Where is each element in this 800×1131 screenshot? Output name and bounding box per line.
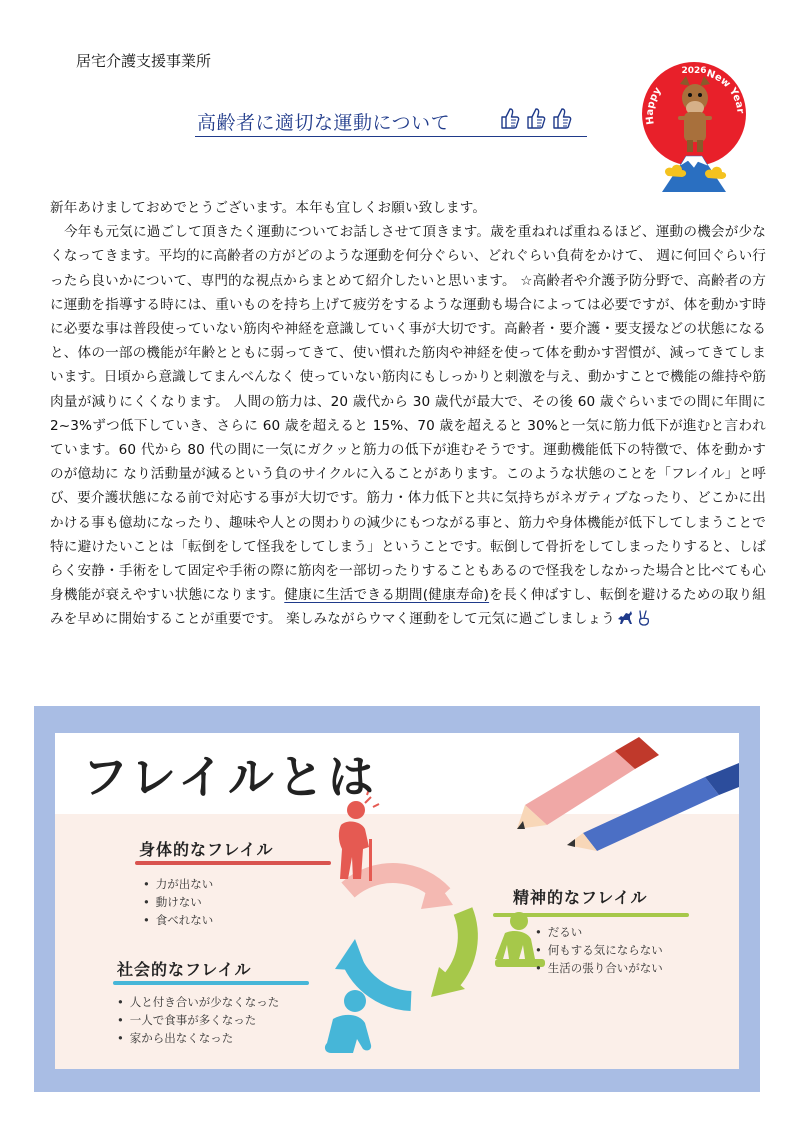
mental-frailty-list xyxy=(535,923,663,977)
thumbs-up-icon xyxy=(550,106,572,130)
thumbs-up-icon xyxy=(524,106,546,130)
social-frailty-heading: 社会的なフレイル xyxy=(117,960,252,979)
new-year-badge xyxy=(640,60,748,195)
badge-year: 2026 xyxy=(681,66,707,76)
list-item: • 力が出ない xyxy=(143,875,213,893)
list-item: • 一人で食事が多くなった xyxy=(117,1011,279,1029)
peace-sign-icon xyxy=(637,610,651,626)
organization-name: 居宅介護支援事業所 xyxy=(76,52,212,70)
list-item: • 動けない xyxy=(143,893,213,911)
healthy-life-expectancy-phrase: 健康に生活できる期間(健康寿命) xyxy=(284,587,490,604)
greeting-paragraph: 新年あけましておめでとうございます。本年も宜しくお願い致します。 xyxy=(50,200,487,216)
frailty-infographic xyxy=(34,706,760,1092)
list-item: • 生活の張り合いがない xyxy=(535,959,663,977)
list-item: • 家から出なくなった xyxy=(117,1029,279,1047)
page-title: 高齢者に適切な運動について xyxy=(197,112,451,134)
list-item: • 食べれない xyxy=(143,911,213,929)
cycle-arrows-icon xyxy=(335,873,468,1001)
frailty-title: フレイルとは xyxy=(82,750,378,804)
physical-frailty-list xyxy=(143,875,213,929)
mental-frailty-heading: 精神的なフレイル xyxy=(513,888,648,907)
list-item: • 人と付き合いが少なくなった xyxy=(117,993,279,1011)
body-text xyxy=(50,196,766,632)
infographic-panel xyxy=(55,733,739,1069)
list-item: • 何もする気にならない xyxy=(535,941,663,959)
horse-icon xyxy=(617,610,634,625)
mount-fuji-icon xyxy=(662,156,726,192)
social-frailty-list xyxy=(117,993,279,1047)
main-paragraph-closing: を長く伸ばすし、転倒を避けるための取り組みを早めに開始することが重要です。 楽しみながらウマく運動をして元気に過ごしましょう xyxy=(50,587,766,628)
list-item: • だるい xyxy=(535,923,663,941)
main-paragraph-text: 今年も元気に過ごして頂きたく運動についてお話しさせて頂きます。歳を重ねれば重ねるほど、運動の機会が少なくなってきます。平均的に高齢者の方がどのような運動を何分ぐらい、どれぐらい負荷をかけて、 週に何回ぐらい行ったら良いかについて、専門的な視点からまとめて紹介したいと思います。 ☆高齢者や介護予防分野で、高齢者の方に運動を指導する時には、重いものを持ち上げて疲労をするような運動も場合によっては必要ですが、体を動かす時に必要な事は普段使っていない筋肉や神経を意識していく事が大切です。高齢者・要介護・要支援などの状態になると、体の一部の機能が年齢とともに弱ってきて、使い慣れた筋肉や神経を使って体を動かす習慣が、減ってきてしまいます。日頃から意識してまんべんなく 使っていない筋肉にもしっかりと刺激を与え、動かすことで機能の維持や筋肉量が減りにくくなります。 人間の筋力は、20 歳代から 30 歳代が最大で、その後 60 歳ぐらいまでの間に年間に 2~3%ずつ低下していき、さらに 60 歳を超えると 15%、70 歳を超えると 30%と一気に筋力低下が進むと言われています。60 代から 80 代の間に一気にガクッと筋力の低下が進むそうです。運動機能低下の特徴で、体を動かすのが億劫に なり活動量が減るという負のサイクルに入ることがあります。このような状態のことを「フレイル」と呼び、要介護状態になる前で対応する事が大切です。筋力・体力低下と共に気持ちがネガティブなったり、どこかに出かける事も億劫になったり、趣味や人との関わりの減少にもつながる事と、筋力や身体機能が低下してしまうことで特に避けたいことは「転倒をして怪我をしてしまう」ということです。転倒して骨折をしてしまったりすると、しばらく安静・手術をして固定や手術の際に筋肉を一部切ったりすることもあるので怪我をしなかった場合と比べても心身機能が衰えやすい状態になります。 xyxy=(50,224,766,604)
thumbs-up-icon xyxy=(498,106,520,130)
title-block xyxy=(195,106,587,137)
badge-greeting-right: New Year xyxy=(705,68,746,114)
main-paragraph xyxy=(50,220,766,631)
physical-frailty-heading: 身体的なフレイル xyxy=(139,840,274,859)
isolated-person-icon xyxy=(325,990,371,1053)
title-icons xyxy=(498,106,572,130)
badge-greeting-left: Happy xyxy=(644,85,664,126)
